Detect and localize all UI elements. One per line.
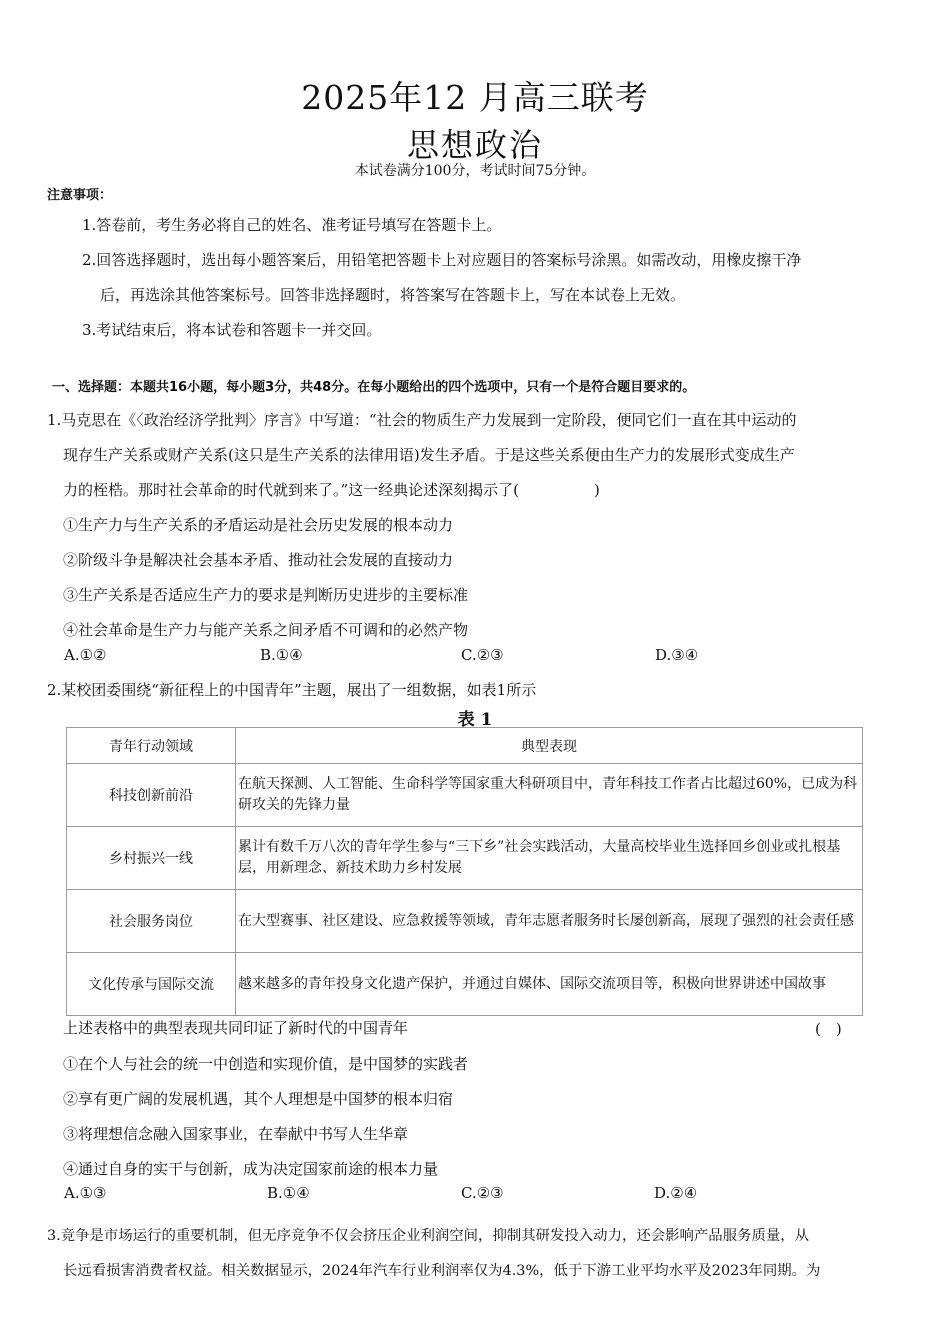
question-1-statement: ③生产关系是否适应生产力的要求是判断历史进步的主要标准	[63, 586, 469, 604]
question-1-statement: ①生产力与生产关系的矛盾运动是社会历史发展的根本动力	[63, 516, 454, 534]
table-title: 表 1	[457, 710, 493, 730]
table-cell-area: 文化传承与国际交流	[67, 953, 236, 1016]
answer-bracket: ( )	[815, 1020, 842, 1038]
table-cell-area: 社会服务岗位	[67, 890, 236, 953]
youth-action-table	[66, 727, 863, 1016]
exam-title: 2025年12 月高三联考	[301, 78, 649, 117]
question-1-choice-d[interactable]: D.③④	[655, 646, 699, 664]
table-cell-desc: 越来越多的青年投身文化遗产保护，并通过自媒体、国际交流项目等，积极向世界讲述中国故事	[236, 953, 863, 1016]
question-2-choice-d[interactable]: D.②④	[654, 1184, 698, 1202]
question-2-statement: ①在个人与社会的统一中创造和实现价值，是中国梦的实践者	[63, 1055, 469, 1073]
question-1-stem: 力的桎梏。那时社会革命的时代就到来了。”这一经典论述深刻揭示了( )	[63, 481, 600, 499]
table-cell-area: 科技创新前沿	[67, 764, 236, 827]
table-row	[67, 890, 863, 953]
question-2-choice-b[interactable]: B.①④	[267, 1184, 310, 1202]
question-1-stem: 现存生产关系或财产关系(这只是生产关系的法律用语)发生矛盾。于是这些关系便由生产力的发展形式变成生产	[63, 446, 795, 464]
table-row	[67, 764, 863, 827]
section-heading: 一、选择题：本题共16小题，每小题3分，共48分。在每小题给出的四个选项中，只有一个是符合题目要求的。	[52, 380, 696, 395]
question-2-statement: ③将理想信念融入国家事业，在奉献中书写人生华章	[63, 1125, 409, 1143]
note-item: 1.答卷前，考生务必将自己的姓名、准考证号填写在答题卡上。	[82, 216, 502, 234]
question-1-choice-a[interactable]: A.①②	[64, 646, 107, 664]
question-1-statement: ④社会革命是生产力与能产关系之间矛盾不可调和的必然产物	[63, 621, 469, 639]
table-cell-desc: 在大型赛事、社区建设、应急救援等领域，青年志愿者服务时长屡创新高，展现了强烈的社会责任感	[236, 890, 863, 953]
notes-heading: 注意事项：	[47, 188, 113, 203]
table-header-desc: 典型表现	[236, 728, 863, 764]
question-2-stem: 2.某校团委围绕“新征程上的中国青年”主题，展出了一组数据，如表1所示	[47, 681, 537, 699]
note-item: 2.回答选择题时，选出每小题答案后，用铅笔把答题卡上对应题目的答案标号涂黑。如需改动，用橡皮擦干净	[82, 251, 802, 269]
table-cell-area: 乡村振兴一线	[67, 827, 236, 890]
table-cell-desc: 累计有数千万八次的青年学生参与“三下乡”社会实践活动，大量高校毕业生选择回乡创业或扎根基层，用新理念、新技术助力乡村发展	[236, 827, 863, 890]
table-header-area: 青年行动领域	[67, 728, 236, 764]
note-item-continued: 后，再选涂其他答案标号。回答非选择题时，将答案写在答题卡上，写在本试卷上无效。	[100, 286, 686, 304]
question-3-stem: 长远看损害消费者权益。相关数据显示，2024年汽车行业利润率仅为4.3%，低于下游工业平均水平及2023年同期。为	[63, 1263, 821, 1279]
subject-title: 思想政治	[406, 126, 543, 164]
table-cell-desc: 在航天探测、人工智能、生命科学等国家重大科研项目中，青年科技工作者占比超过60%，已成为科研攻关的先锋力量	[236, 764, 863, 827]
question-1-choice-c[interactable]: C.②③	[461, 646, 504, 664]
question-2-statement: ②享有更广阔的发展机遇，其个人理想是中国梦的根本归宿	[63, 1090, 454, 1108]
note-item: 3.考试结束后，将本试卷和答题卡一并交回。	[82, 321, 382, 339]
table-row	[67, 827, 863, 890]
question-3-stem: 3.竞争是市场运行的重要机制，但无序竞争不仅会挤压企业利润空间，抑制其研发投入动力，还会影响产品服务质量，从	[47, 1228, 810, 1244]
table-row	[67, 953, 863, 1016]
question-2-question: 上述表格中的典型表现共同印证了新时代的中国青年	[63, 1019, 409, 1037]
question-2-statement: ④通过自身的实干与创新，成为决定国家前途的根本力量	[63, 1160, 439, 1178]
question-2-choice-c[interactable]: C.②③	[461, 1184, 504, 1202]
question-2-choice-a[interactable]: A.①③	[64, 1184, 107, 1202]
exam-info: 本试卷满分100分，考试时间75分钟。	[354, 163, 596, 179]
question-1-choice-b[interactable]: B.①④	[260, 646, 303, 664]
question-1-stem: 1.马克思在《〈政治经济学批判〉序言》中写道：“社会的物质生产力发展到一定阶段，便同它们一直在其中运动的	[47, 411, 797, 429]
question-1-statement: ②阶级斗争是解决社会基本矛盾、推动社会发展的直接动力	[63, 551, 454, 569]
